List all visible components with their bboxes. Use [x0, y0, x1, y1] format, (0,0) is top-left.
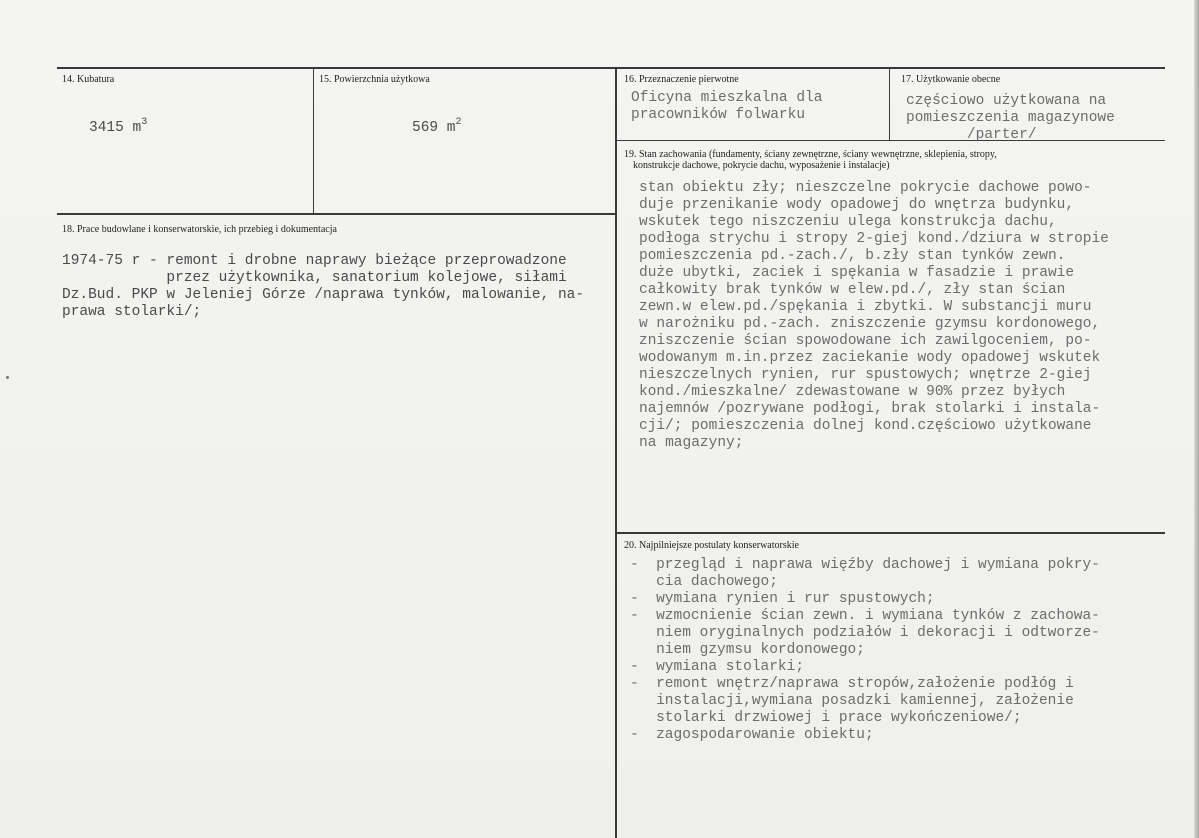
field-15-value [412, 117, 462, 137]
field-18-label: 18. Prace budowlane i konserwatorskie, ich przebieg i dokumentacja [62, 224, 337, 235]
field-20-line: stolarki drzwiowej i prace wykończeniowe/; [630, 710, 1022, 726]
area-value: 569 m [412, 120, 456, 136]
rule-below-16-17 [616, 140, 1165, 141]
field-19-line: na magazyny; [639, 435, 744, 451]
field-19-line: wodowanym m.in.przez zaciekanie wody opadowej wskutek [639, 350, 1101, 366]
field-19-line: duże ubytki, zaciek i spękania w fasadzie i prawie [639, 265, 1075, 281]
field-19-label-line: konstrukcje dachowe, pokrycie dachu, wyposażenie i instalacje) [633, 160, 890, 171]
field-19-line: najemnów /pozrywane podłogi, brak stolarki i instala- [639, 401, 1101, 417]
rule-above-20 [616, 532, 1165, 534]
area-unit-exponent: 2 [455, 117, 462, 128]
divider-14-15 [313, 67, 314, 214]
field-17-label: 17. Użytkowanie obecne [901, 74, 1001, 85]
field-17-line: częściowo użytkowana na [906, 93, 1107, 109]
field-19-line: kond./mieszkalne/ zdewastowane w 90% przez byłych [639, 384, 1066, 400]
top-rule [57, 67, 1165, 69]
field-19-line: podłoga strychu i stropy 2-giej kond./dziura w stropie [639, 231, 1109, 247]
field-19-line: pomieszczenia pd.-zach./, b.zły stan tynków zewn. [639, 248, 1066, 264]
field-19-line: zniszczenie ścian spowodowane ich zawilgoceniem, po- [639, 333, 1092, 349]
field-17-line: /parter/ [906, 127, 1037, 143]
field-14-value [89, 117, 148, 137]
field-19-line: nieszczelnych rynien, rur spustowych; wnętrze 2-giej [639, 367, 1092, 383]
field-17-line: pomieszczenia magazynowe [906, 110, 1115, 126]
paper-speck [6, 376, 9, 379]
field-20-line: niem gzymsu kordonowego; [630, 642, 865, 658]
field-16-label: 16. Przeznaczenie pierwotne [624, 74, 739, 85]
volume-value: 3415 m [89, 120, 142, 136]
field-18-line: prawa stolarki/; [62, 304, 202, 320]
field-18-line: 1974-75 r - remont i drobne naprawy bieżące przeprowadzone [62, 253, 567, 269]
field-19-line: cji/; pomieszczenia dolnej kond.częściowo użytkowane [639, 418, 1092, 434]
field-20-label: 20. Najpilniejsze postulaty konserwatorskie [624, 540, 799, 551]
field-20-line: - wymiana stolarki; [630, 659, 805, 675]
field-19-label [624, 149, 997, 171]
field-19-line: całkowity brak tynków w elew.pd./, zły stan ścian [639, 282, 1066, 298]
field-18-line: przez użytkownika, sanatorium kolejowe, siłami [62, 270, 567, 286]
field-20-line: niem oryginalnych podziałów i dekoracji i odtworze- [630, 625, 1100, 641]
rule-below-14-15 [57, 213, 616, 215]
field-20-line: - przegląd i naprawa więźby dachowej i wymiana pokry- [630, 557, 1100, 573]
field-20-line: - wzmocnienie ścian zewn. i wymiana tynków z zachowa- [630, 608, 1100, 624]
field-20-line: cia dachowego; [630, 574, 778, 590]
center-divider [615, 67, 617, 838]
paper-edge [1194, 0, 1199, 838]
field-14-label: 14. Kubatura [62, 74, 115, 85]
field-20-line: instalacji,wymiana posadzki kamiennej, założenie [630, 693, 1074, 709]
field-16-line: Oficyna mieszkalna dla [631, 90, 823, 106]
field-19-label-line: 19. Stan zachowania (fundamenty, ściany zewnętrzne, ściany wewnętrzne, sklepienia, stropy, [624, 149, 997, 160]
divider-16-17 [889, 67, 890, 141]
field-20-line: - zagospodarowanie obiektu; [630, 727, 874, 743]
field-19-line: duje przenikanie wody opadowej do wnętrza budynku, [639, 197, 1075, 213]
field-19-line: w narożniku pd.-zach. zniszczenie gzymsu kordonowego, [639, 316, 1101, 332]
field-15-label: 15. Powierzchnia użytkowa [319, 74, 430, 85]
field-18-line: Dz.Bud. PKP w Jeleniej Górze /naprawa tynków, malowanie, na- [62, 287, 585, 303]
field-19-line: zewn.w elew.pd./spękania i zbytki. W substancji muru [639, 299, 1092, 315]
field-20-line: - wymiana rynien i rur spustowych; [630, 591, 935, 607]
field-16-line: pracowników folwarku [631, 107, 806, 123]
field-19-line: stan obiektu zły; nieszczelne pokrycie dachowe powo- [639, 180, 1092, 196]
field-20-line: - remont wnętrz/naprawa stropów,założenie podłóg i [630, 676, 1074, 692]
field-19-line: wskutek tego niszczeniu ulega konstrukcja dachu, [639, 214, 1057, 230]
volume-unit-exponent: 3 [141, 117, 148, 128]
